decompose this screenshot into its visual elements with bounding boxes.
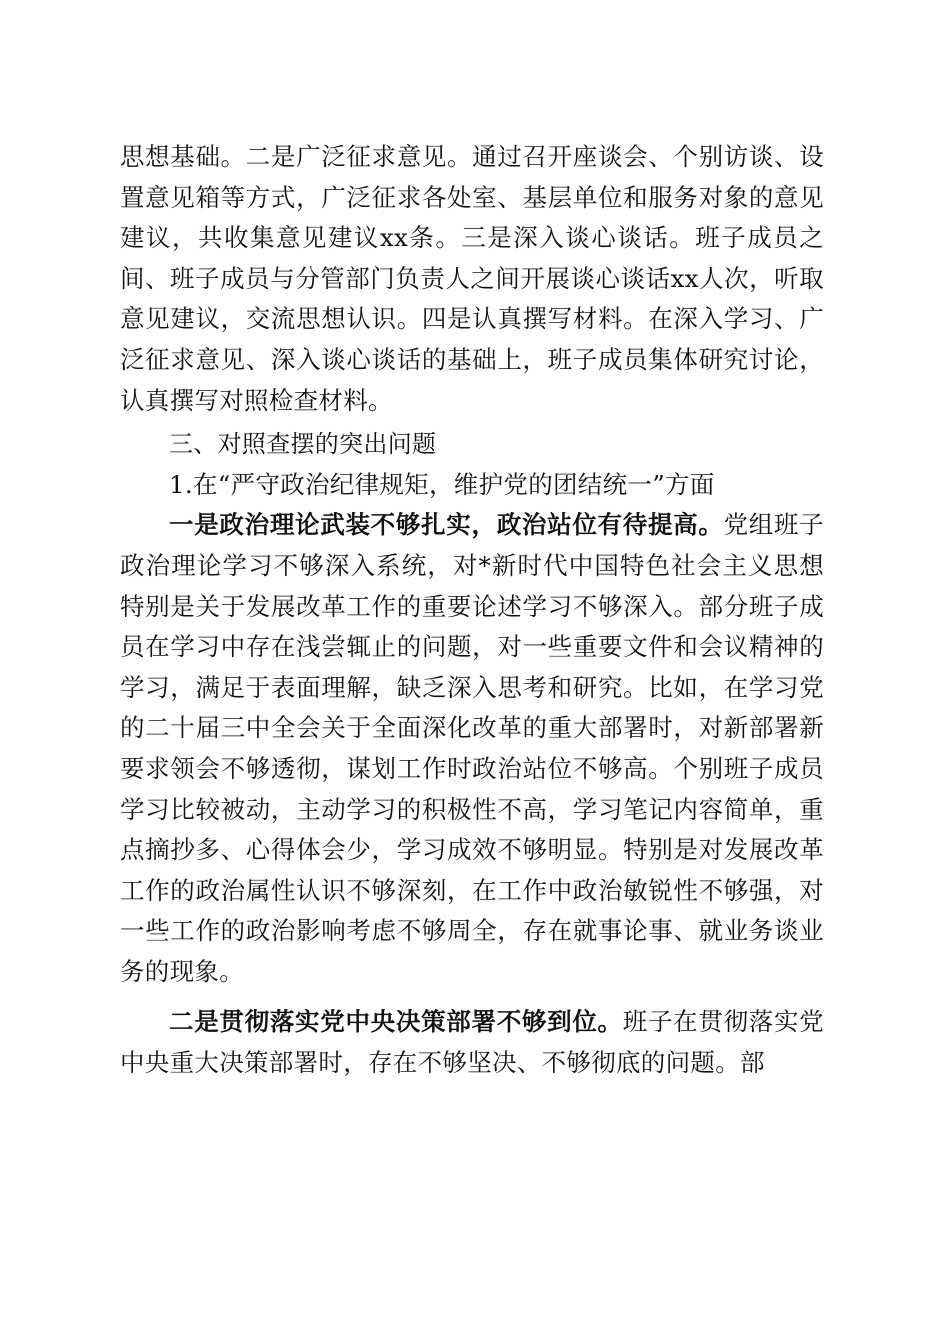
document-body xyxy=(120,137,824,1084)
problem-item-1-lead: 一是政治理论武装不够扎实，政治站位有待提高。 xyxy=(169,510,724,540)
problem-item-1-body: 党组班子政治理论学习不够深入系统，对*新时代中国特色社会主义思想特别是关于发展改革工作的重要论述学习不够深入。部分班子成员在学习中存在浅尝辄止的问题，对一些重要文件和会议精神的学习，满足于表面理解，缺乏深入思考和研究。比如，在学习党的二十届三中全会关于全面深化改革的重大部署时，对新部署新要求领会不够透彻，谋划工作时政治站位不够高。个别班子成员学习比较被动，主动学习的积极性不高，学习笔记内容简单，重点摘抄多、心得体会少，学习成效不够明显。特别是对发展改革工作的政治属性认识不够深刻，在工作中政治敏锐性不够强，对一些工作的政治影响考虑不够周全，存在就事论事、就业务谈业务的现象。 xyxy=(120,510,824,986)
problem-item-2-body: 班子在贯彻落实党中央重大决策部署时，存在不够坚决、不够彻底的问题。部 xyxy=(120,1007,824,1078)
paragraph-continuation: 思想基础。二是广泛征求意见。通过召开座谈会、个别访谈、设置意见箱等方式，广泛征求各处室、基层单位和服务对象的意见建议，共收集意见建议xx条。三是深入谈心谈话。班子成员之间、班子成员与分管部门负责人之间开展谈心谈话xx人次，听取意见建议，交流思想认识。四是认真撰写材料。在深入学习、广泛征求意见、深入谈心谈话的基础上，班子成员集体研究讨论，认真撰写对照检查材料。 xyxy=(120,142,824,415)
problem-item-2-lead: 二是贯彻落实党中央决策部署不够到位。 xyxy=(169,1007,623,1037)
problem-item-1 xyxy=(120,505,824,992)
section-heading: 三、对照查摆的突出问题 xyxy=(169,430,437,459)
subsection-heading: 1.在“严守政治纪律规矩，维护党的团结统一”方面 xyxy=(169,469,715,499)
problem-item-2 xyxy=(120,1002,824,1083)
